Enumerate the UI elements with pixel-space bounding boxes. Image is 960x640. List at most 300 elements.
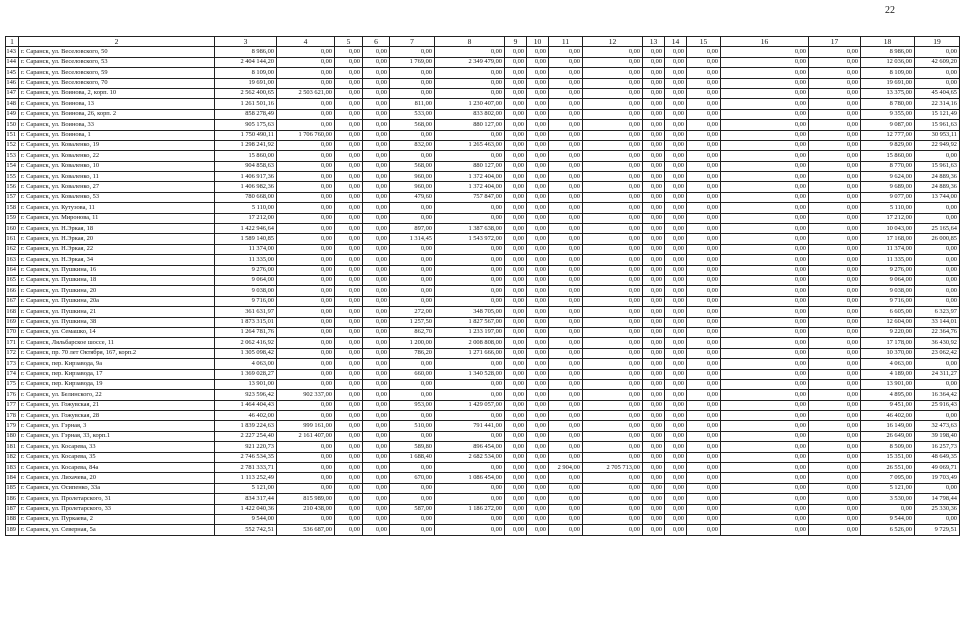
value-cell: 0,00 [505,504,527,514]
value-cell: 0,00 [435,379,505,389]
value-cell: 0,00 [527,47,549,57]
row-number: 176 [6,390,19,400]
value-cell: 862,70 [390,327,435,337]
value-cell: 0,00 [583,57,643,67]
value-cell: 0,00 [549,265,583,275]
value-cell: 0,00 [665,182,687,192]
value-cell: 0,00 [435,359,505,369]
value-cell: 0,00 [665,504,687,514]
value-cell: 0,00 [390,379,435,389]
value-cell: 0,00 [809,68,861,78]
value-cell: 0,00 [549,452,583,462]
address-cell: г. Саранск, пер. Кирзавода, 9а [19,359,215,369]
value-cell: 0,00 [643,57,665,67]
value-cell: 25 916,43 [915,400,960,410]
address-cell: г. Саранск, ул. Веселовского, 50 [19,47,215,57]
value-cell: 0,00 [583,504,643,514]
value-cell: 0,00 [809,286,861,296]
value-cell: 8 986,00 [861,47,915,57]
value-cell: 0,00 [809,182,861,192]
value-cell: 0,00 [277,120,335,130]
value-cell: 0,00 [687,244,721,254]
value-cell: 0,00 [527,109,549,119]
value-cell: 0,00 [687,494,721,504]
value-cell: 0,00 [583,109,643,119]
row-number: 170 [6,327,19,337]
value-cell: 0,00 [435,494,505,504]
value-cell: 0,00 [527,234,549,244]
value-cell: 904 858,63 [215,161,277,171]
value-cell: 0,00 [390,494,435,504]
value-cell: 0,00 [435,255,505,265]
table-row [6,369,960,379]
row-number: 163 [6,255,19,265]
value-cell: 2 161 407,00 [277,431,335,441]
value-cell: 0,00 [583,182,643,192]
value-cell: 999 161,00 [277,421,335,431]
row-number: 175 [6,379,19,389]
value-cell: 6 323,97 [915,307,960,317]
value-cell: 0,00 [335,525,363,535]
value-cell: 0,00 [809,224,861,234]
value-cell: 0,00 [363,348,390,358]
value-cell: 1 305 098,42 [215,348,277,358]
value-cell: 0,00 [721,494,809,504]
value-cell: 1 200,00 [390,338,435,348]
table-row [6,265,960,275]
value-cell: 0,00 [505,431,527,441]
value-cell: 0,00 [363,68,390,78]
value-cell: 670,00 [390,473,435,483]
value-cell: 0,00 [505,255,527,265]
value-cell: 1 387 638,00 [435,224,505,234]
value-cell: 0,00 [363,421,390,431]
value-cell: 9 064,00 [215,275,277,285]
table-row [6,473,960,483]
value-cell: 0,00 [549,255,583,265]
value-cell: 960,00 [390,182,435,192]
table-row [6,411,960,421]
value-cell: 0,00 [721,99,809,109]
value-cell: 0,00 [643,78,665,88]
value-cell: 0,00 [435,483,505,493]
address-cell: г. Саранск, ул. Пушкина, 21 [19,307,215,317]
value-cell: 0,00 [665,473,687,483]
value-cell: 0,00 [687,99,721,109]
table-row [6,255,960,265]
table-row [6,244,960,254]
value-cell: 0,00 [809,151,861,161]
value-cell: 0,00 [549,151,583,161]
value-cell: 0,00 [721,473,809,483]
value-cell: 0,00 [643,68,665,78]
value-cell: 0,00 [527,504,549,514]
value-cell: 0,00 [643,348,665,358]
value-cell: 0,00 [583,88,643,98]
value-cell: 0,00 [527,369,549,379]
value-cell: 1 422 946,64 [215,224,277,234]
value-cell: 1 688,40 [390,452,435,462]
value-cell: 0,00 [527,203,549,213]
value-cell: 0,00 [583,99,643,109]
value-cell: 0,00 [643,224,665,234]
value-cell: 533,00 [390,109,435,119]
value-cell: 4 063,00 [215,359,277,369]
table-row [6,213,960,223]
table-row [6,400,960,410]
value-cell: 11 374,00 [215,244,277,254]
value-cell: 0,00 [363,57,390,67]
value-cell: 0,00 [505,442,527,452]
value-cell: 2 904,00 [549,463,583,473]
value-cell: 46 402,00 [215,411,277,421]
value-cell: 0,00 [721,390,809,400]
value-cell: 0,00 [687,504,721,514]
value-cell: 0,00 [643,296,665,306]
value-cell: 2 746 534,35 [215,452,277,462]
value-cell: 15 121,49 [915,109,960,119]
value-cell: 0,00 [527,463,549,473]
value-cell: 0,00 [363,78,390,88]
value-cell: 0,00 [505,348,527,358]
value-cell: 0,00 [277,348,335,358]
value-cell: 1 340 528,00 [435,369,505,379]
value-cell: 0,00 [643,400,665,410]
value-cell: 0,00 [643,255,665,265]
table-row [6,483,960,493]
value-cell: 0,00 [505,120,527,130]
value-cell: 0,00 [549,275,583,285]
value-cell: 0,00 [277,359,335,369]
value-cell: 0,00 [665,514,687,524]
value-cell: 8 986,00 [215,47,277,57]
value-cell: 4 063,00 [861,359,915,369]
value-cell: 9 064,00 [861,275,915,285]
value-cell: 2 705 713,00 [583,463,643,473]
value-cell: 0,00 [527,161,549,171]
column-header: 12 [583,37,643,47]
row-number: 179 [6,421,19,431]
value-cell: 0,00 [721,514,809,524]
value-cell: 510,00 [390,421,435,431]
address-cell: г. Саранск, ул. Пушкина, 38 [19,317,215,327]
value-cell: 660,00 [390,369,435,379]
value-cell: 0,00 [721,525,809,535]
value-cell: 0,00 [363,504,390,514]
value-cell: 0,00 [809,411,861,421]
value-cell: 0,00 [335,400,363,410]
value-cell: 780 668,00 [215,192,277,202]
value-cell: 0,00 [390,390,435,400]
value-cell: 0,00 [809,120,861,130]
value-cell: 22 949,92 [915,140,960,150]
value-cell: 0,00 [363,359,390,369]
value-cell: 0,00 [665,203,687,213]
value-cell: 552 742,51 [215,525,277,535]
value-cell: 0,00 [687,57,721,67]
address-cell: г. Саранск, ул. Воинова, 13 [19,99,215,109]
value-cell: 0,00 [583,244,643,254]
value-cell: 858 278,49 [215,109,277,119]
value-cell: 0,00 [363,286,390,296]
value-cell: 0,00 [721,88,809,98]
value-cell: 1 422 040,36 [215,504,277,514]
address-cell: г. Саранск, ул. Пролетарского, 33 [19,504,215,514]
table-row [6,307,960,317]
value-cell: 0,00 [390,286,435,296]
value-cell: 0,00 [583,120,643,130]
value-cell: 0,00 [335,109,363,119]
value-cell: 9 716,00 [861,296,915,306]
value-cell: 0,00 [687,130,721,140]
value-cell: 5 121,00 [215,483,277,493]
value-cell: 13 901,00 [861,379,915,389]
value-cell: 0,00 [549,400,583,410]
value-cell: 0,00 [809,483,861,493]
value-cell: 0,00 [583,161,643,171]
address-cell: г. Саранск, ул. Пролетарского, 31 [19,494,215,504]
address-cell: г. Саранск, ул. Коваленко, 27 [19,182,215,192]
address-cell: г. Саранск, ул. Пушкина, 20 [19,286,215,296]
value-cell: 0,00 [277,514,335,524]
value-cell: 0,00 [665,47,687,57]
value-cell: 0,00 [687,213,721,223]
value-cell: 0,00 [721,255,809,265]
table-row [6,172,960,182]
value-cell: 0,00 [277,213,335,223]
value-cell: 0,00 [527,400,549,410]
value-cell: 0,00 [643,192,665,202]
value-cell: 0,00 [390,275,435,285]
value-cell: 0,00 [505,421,527,431]
value-cell: 0,00 [335,411,363,421]
value-cell: 22 314,16 [915,99,960,109]
value-cell: 0,00 [527,68,549,78]
value-cell: 0,00 [435,244,505,254]
row-number: 153 [6,151,19,161]
value-cell: 0,00 [687,68,721,78]
value-cell: 0,00 [505,57,527,67]
value-cell: 0,00 [665,359,687,369]
value-cell: 26 000,85 [915,234,960,244]
value-cell: 2 682 534,00 [435,452,505,462]
value-cell: 0,00 [549,514,583,524]
row-number: 183 [6,463,19,473]
value-cell: 0,00 [335,192,363,202]
value-cell: 0,00 [505,338,527,348]
data-table [5,36,960,536]
value-cell: 4 895,00 [861,390,915,400]
row-number: 166 [6,286,19,296]
value-cell: 5 121,00 [861,483,915,493]
value-cell: 0,00 [549,140,583,150]
value-cell: 0,00 [583,130,643,140]
value-cell: 0,00 [505,390,527,400]
value-cell: 15 351,00 [861,452,915,462]
value-cell: 0,00 [435,78,505,88]
value-cell: 16 364,42 [915,390,960,400]
value-cell: 0,00 [505,473,527,483]
value-cell: 12 777,00 [861,130,915,140]
value-cell: 45 404,65 [915,88,960,98]
value-cell: 0,00 [687,151,721,161]
value-cell: 0,00 [549,78,583,88]
value-cell: 0,00 [363,130,390,140]
value-cell: 0,00 [687,161,721,171]
value-cell: 923 596,42 [215,390,277,400]
value-cell: 0,00 [505,265,527,275]
value-cell: 0,00 [721,307,809,317]
value-cell: 0,00 [809,442,861,452]
value-cell: 0,00 [665,379,687,389]
table-row [6,192,960,202]
value-cell: 0,00 [809,494,861,504]
value-cell: 0,00 [363,161,390,171]
value-cell: 0,00 [809,379,861,389]
value-cell: 0,00 [583,140,643,150]
value-cell: 0,00 [363,296,390,306]
value-cell: 0,00 [809,140,861,150]
value-cell: 0,00 [687,203,721,213]
value-cell: 0,00 [809,431,861,441]
value-cell: 0,00 [643,421,665,431]
value-cell: 0,00 [527,327,549,337]
value-cell: 9 077,00 [861,192,915,202]
value-cell: 0,00 [335,504,363,514]
row-number: 184 [6,473,19,483]
value-cell: 0,00 [390,359,435,369]
value-cell: 0,00 [335,172,363,182]
value-cell: 0,00 [505,483,527,493]
value-cell: 0,00 [583,78,643,88]
value-cell: 0,00 [665,78,687,88]
value-cell: 0,00 [643,275,665,285]
value-cell: 0,00 [527,275,549,285]
column-header: 10 [527,37,549,47]
value-cell: 0,00 [335,182,363,192]
value-cell: 0,00 [390,483,435,493]
value-cell: 902 337,00 [277,390,335,400]
value-cell: 0,00 [687,265,721,275]
value-cell: 0,00 [549,234,583,244]
value-cell: 0,00 [665,494,687,504]
column-header: 18 [861,37,915,47]
column-header: 14 [665,37,687,47]
value-cell: 0,00 [277,161,335,171]
value-cell: 0,00 [363,47,390,57]
value-cell: 0,00 [549,68,583,78]
address-cell: г. Саранск, пр. 70 лет Октября, 167, корп.2 [19,348,215,358]
value-cell: 0,00 [721,57,809,67]
table-row [6,275,960,285]
row-number: 174 [6,369,19,379]
value-cell: 0,00 [363,390,390,400]
value-cell: 536 687,00 [277,525,335,535]
value-cell: 0,00 [277,57,335,67]
value-cell: 0,00 [809,296,861,306]
table-header-row [6,37,960,47]
value-cell: 1 314,45 [390,234,435,244]
value-cell: 15 961,63 [915,161,960,171]
value-cell: 0,00 [809,265,861,275]
table-row [6,286,960,296]
value-cell: 834 317,44 [215,494,277,504]
value-cell: 0,00 [363,192,390,202]
value-cell: 0,00 [335,286,363,296]
value-cell: 0,00 [665,234,687,244]
value-cell: 0,00 [363,120,390,130]
value-cell: 0,00 [363,275,390,285]
value-cell: 42 609,20 [915,57,960,67]
value-cell: 0,00 [665,317,687,327]
value-cell: 0,00 [721,130,809,140]
value-cell: 0,00 [505,369,527,379]
value-cell: 348 705,00 [435,307,505,317]
table-row [6,514,960,524]
row-number: 151 [6,130,19,140]
value-cell: 0,00 [549,359,583,369]
address-cell: г. Саранск, ул. Н.Эркая, 22 [19,244,215,254]
value-cell: 0,00 [809,203,861,213]
value-cell: 5 110,00 [215,203,277,213]
value-cell: 11 374,00 [861,244,915,254]
value-cell: 0,00 [687,452,721,462]
value-cell: 0,00 [665,213,687,223]
value-cell: 0,00 [505,296,527,306]
value-cell: 0,00 [721,463,809,473]
value-cell: 786,20 [390,348,435,358]
value-cell: 0,00 [549,286,583,296]
value-cell: 0,00 [363,473,390,483]
value-cell: 0,00 [721,47,809,57]
value-cell: 0,00 [665,172,687,182]
address-cell: г. Саранск, Ляльбарское шоссе, 11 [19,338,215,348]
value-cell: 0,00 [665,244,687,254]
value-cell: 0,00 [527,140,549,150]
value-cell: 0,00 [277,68,335,78]
value-cell: 0,00 [527,120,549,130]
value-cell: 0,00 [335,317,363,327]
value-cell: 0,00 [335,130,363,140]
value-cell: 1 261 501,16 [215,99,277,109]
address-cell: г. Саранск, ул. Косарева, 35 [19,452,215,462]
row-number: 171 [6,338,19,348]
value-cell: 0,00 [335,442,363,452]
value-cell: 0,00 [527,359,549,369]
address-cell: г. Саранск, пер. Кирзавода, 17 [19,369,215,379]
value-cell: 1 873 315,01 [215,317,277,327]
address-cell: г. Саранск, ул. Гэрная, 3 [19,421,215,431]
value-cell: 0,00 [335,151,363,161]
value-cell: 8 109,00 [861,68,915,78]
value-cell: 0,00 [687,182,721,192]
value-cell: 0,00 [277,411,335,421]
value-cell: 0,00 [390,47,435,57]
value-cell: 0,00 [363,265,390,275]
value-cell: 0,00 [687,442,721,452]
value-cell: 0,00 [687,307,721,317]
row-number: 189 [6,525,19,535]
value-cell: 0,00 [277,99,335,109]
table-row [6,151,960,161]
value-cell: 0,00 [687,369,721,379]
value-cell: 1 769,00 [390,57,435,67]
address-cell: г. Саранск, ул. Пушкина, 18 [19,275,215,285]
value-cell: 0,00 [277,286,335,296]
value-cell: 0,00 [721,244,809,254]
value-cell: 0,00 [363,234,390,244]
value-cell: 0,00 [527,390,549,400]
